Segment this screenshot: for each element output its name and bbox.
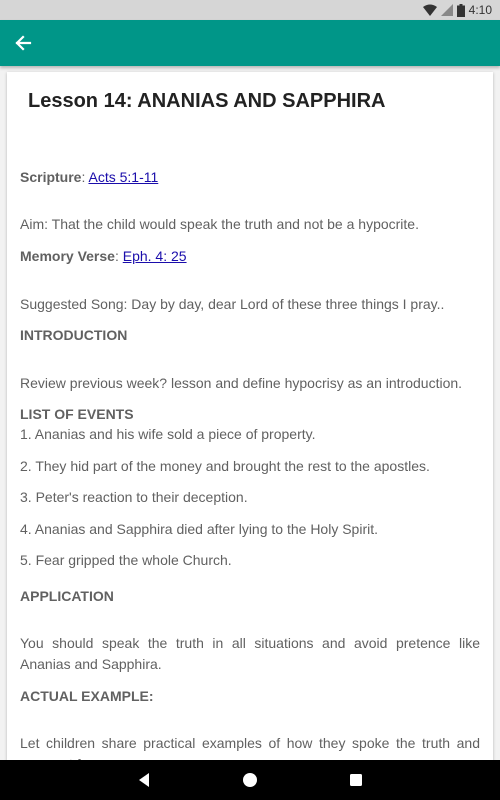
suggested-song: Suggested Song: Day by day, dear Lord of these three things I pray.. [20,296,445,312]
status-bar [0,0,500,20]
event-item: 1. Ananias and his wife sold a piece of property. [20,426,316,442]
wifi-icon [423,4,437,16]
navigation-bar [0,760,500,800]
status-time: 4:10 [468,3,492,17]
scripture-line [20,168,158,186]
triangle-back-icon [134,770,154,790]
lesson-title: Lesson 14: ANANIAS AND SAPPHIRA [28,90,386,112]
example-text: Let children share practical examples of how they spoke the truth and [20,735,480,751]
events-heading: LIST OF EVENTS [20,406,134,422]
signal-icon [441,4,453,16]
lesson-card [7,72,493,772]
circle-home-icon [240,770,260,790]
arrow-left-icon [8,28,38,58]
event-item: 4. Ananias and Sapphira died after lying to the Holy Spirit. [20,521,378,537]
scripture-label: Scripture [20,169,82,185]
event-item: 3. Peter's reaction to their deception. [20,489,248,505]
example-heading: ACTUAL EXAMPLE: [20,688,154,704]
introduction-heading: INTRODUCTION [20,327,128,343]
memory-verse-line [20,247,187,265]
scripture-link[interactable]: Acts 5:1-11 [88,169,159,185]
nav-recents-button[interactable] [346,770,366,790]
square-recents-icon [346,770,366,790]
application-heading: APPLICATION [20,588,114,604]
back-button[interactable] [8,28,38,58]
app-bar [0,20,500,66]
nav-back-button[interactable] [134,770,154,790]
scripture-sep: : [81,169,89,185]
lesson-content[interactable] [0,66,500,760]
nav-home-button[interactable] [240,770,260,790]
aim-text: Aim: That the child would speak the truth and not be a hypocrite. [20,216,419,232]
event-item: 5. Fear gripped the whole Church. [20,552,232,568]
application-text: You should speak the truth in all situations and avoid pretence like Ananias and Sapphira. [20,635,480,672]
memory-verse-link[interactable]: Eph. 4: 25 [122,248,187,264]
battery-icon [457,4,465,17]
event-item: 2. They hid part of the money and brought the rest to the apostles. [20,458,430,474]
memory-verse-sep: : [114,248,123,264]
status-icons [423,3,492,17]
introduction-text: Review previous week? lesson and define hypocrisy as an introduction. [20,375,463,391]
memory-verse-label: Memory Verse [20,248,115,264]
